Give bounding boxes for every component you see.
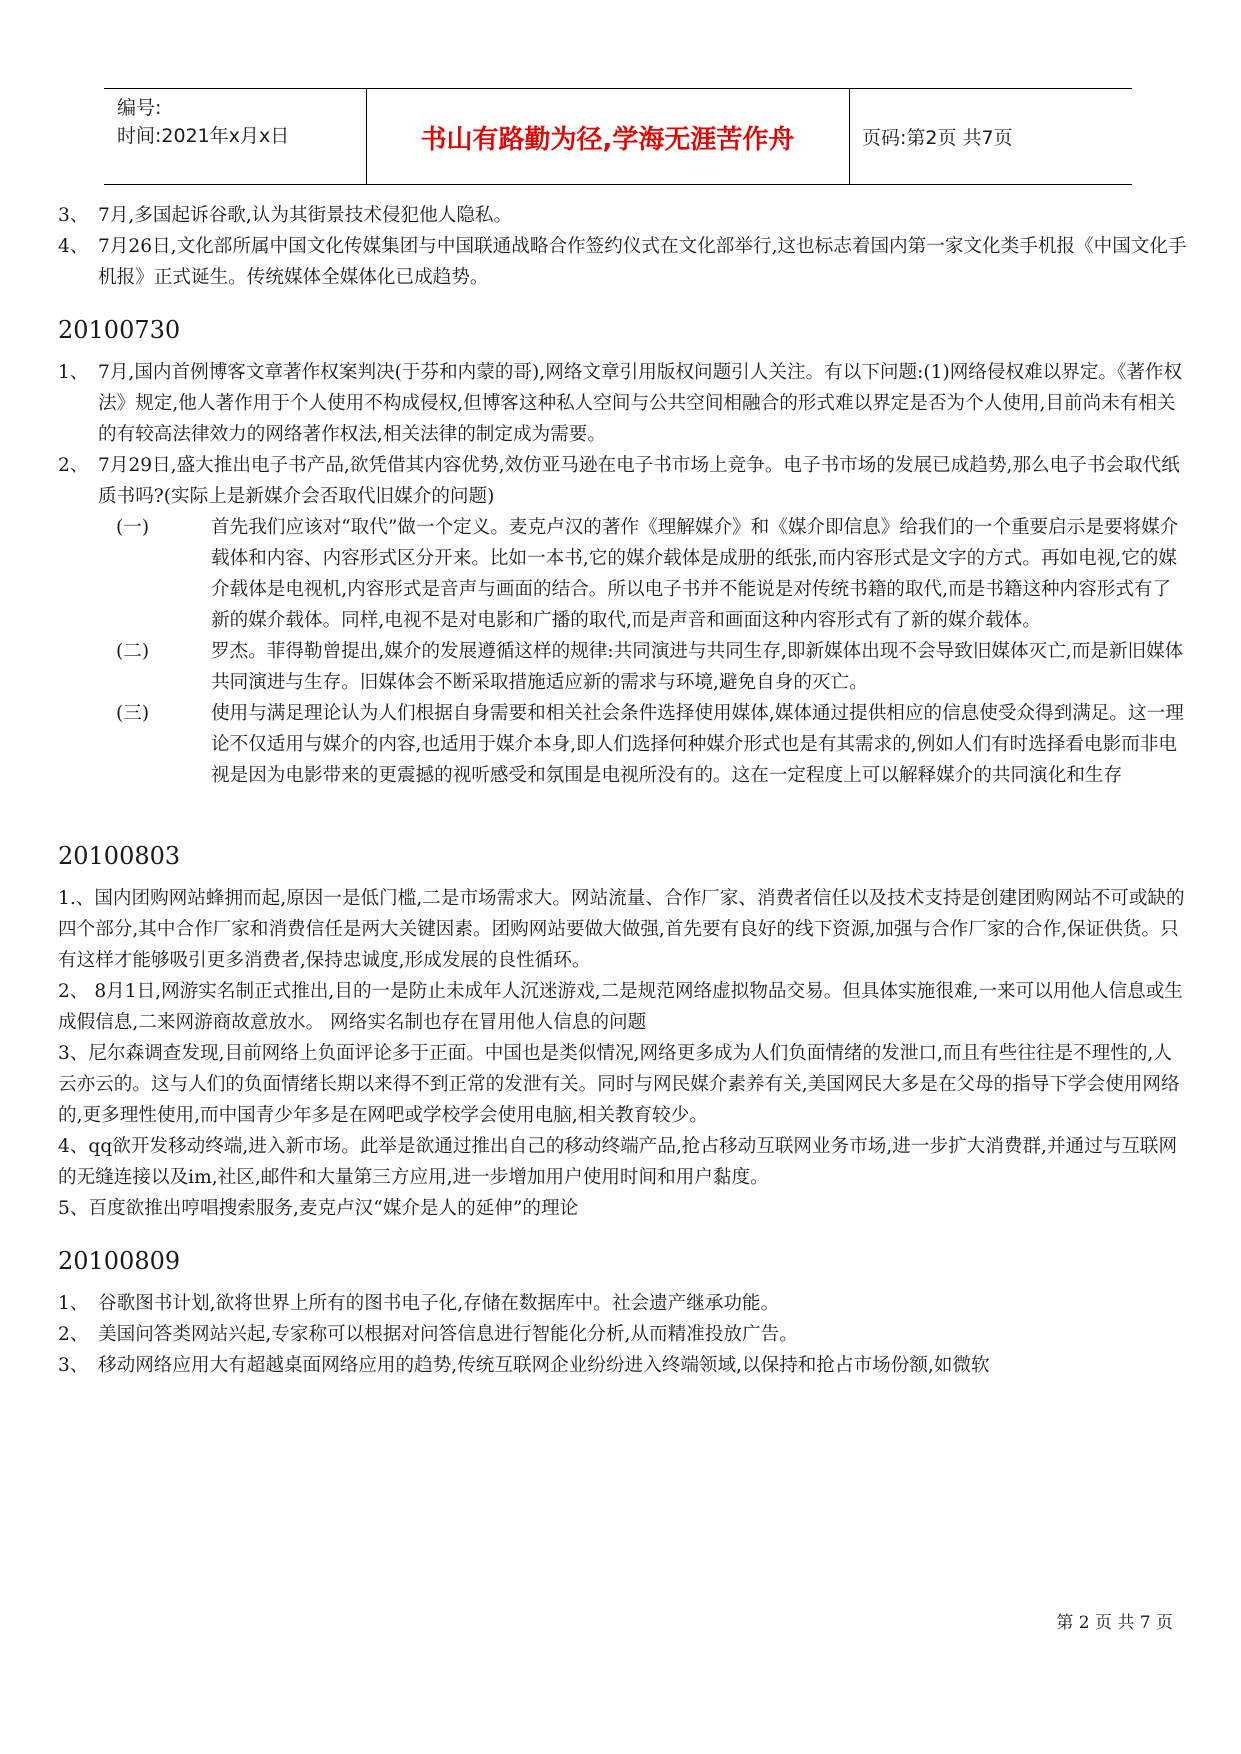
list-item bbox=[58, 1319, 1188, 1350]
item-number: 3、 bbox=[58, 1355, 89, 1376]
sub-item-number: (一) bbox=[116, 517, 150, 538]
sub-list-item bbox=[58, 512, 1188, 636]
list-item bbox=[58, 357, 1188, 450]
item-text: 7月,多国起诉谷歌,认为其街景技术侵犯他人隐私。 bbox=[98, 205, 513, 226]
list-item bbox=[58, 200, 1188, 231]
sub-item-text: 使用与满足理论认为人们根据自身需要和相关社会条件选择使用媒体,媒体通过提供相应的信息使受众得到满足。这一理论不仅适用与媒介的内容,也适用于媒介本身,即人们选择何种媒介形式也是有其需求的,例如人们有时选择看电影而非电视是因为电影带来的更震撼的视听感受和氛围是电视所没有的。这在一定程度上可以解释媒介的共同演化和生存 bbox=[211, 703, 1184, 786]
page-label: 页码:第2页 共7页 bbox=[862, 127, 1013, 149]
page-footer: 第 2 页 共 7 页 bbox=[1056, 1613, 1173, 1633]
item-text: 7月29日,盛大推出电子书产品,欲凭借其内容优势,效仿亚马逊在电子书市场上竞争。电子书市场的发展已成趋势,那么电子书会取代纸质书吗?(实际上是新媒介会否取代旧媒介的问题) bbox=[98, 455, 1180, 507]
motto-text: 书山有路勤为径,学海无涯苦作舟 bbox=[420, 125, 795, 155]
item-text: 7月26日,文化部所属中国文化传媒集团与中国联通战略合作签约仪式在文化部举行,这也标志着国内第一家文化类手机报《中国文化手机报》正式诞生。传统媒体全媒体化已成趋势。 bbox=[98, 236, 1187, 288]
sub-list-item bbox=[58, 698, 1188, 791]
section-date-20100803: 20100803 bbox=[58, 842, 181, 870]
document-body bbox=[58, 200, 1188, 1381]
paragraph: 4、qq欲开发移动终端,进入新市场。此举是欲通过推出自己的移动终端产品,抢占移动互联网业务市场,进一步扩大消费群,并通过与互联网的无缝连接以及im,社区,邮件和大量第三方应用,进一步增加用户使用时间和用户黏度。 bbox=[58, 1136, 1178, 1188]
time-label: 时间:2021年x月x日 bbox=[117, 125, 290, 147]
list-item bbox=[58, 450, 1188, 512]
item-number: 2、 bbox=[58, 455, 89, 476]
item-text: 谷歌图书计划,欲将世界上所有的图书电子化,存储在数据库中。社会遗产继承功能。 bbox=[98, 1293, 780, 1314]
document-header bbox=[104, 88, 1132, 185]
item-text: 移动网络应用大有超越桌面网络应用的趋势,传统互联网企业纷纷进入终端领域,以保持和抢占市场份额,如微软 bbox=[98, 1355, 990, 1376]
section-date-20100809: 20100809 bbox=[58, 1247, 181, 1275]
paragraph: 2、 8月1日,网游实名制正式推出,目的一是防止未成年人沉迷游戏,二是规范网络虚拟物品交易。但具体实施很难,一来可以用他人信息或生成假信息,二来网游商故意放水。 网络实名制也存在冒用他人信息的问题 bbox=[58, 981, 1183, 1033]
list-item bbox=[58, 1350, 1188, 1381]
item-number: 4、 bbox=[58, 236, 89, 257]
item-text: 7月,国内首例博客文章著作权案判决(于芬和内蒙的哥),网络文章引用版权问题引人关注。有以下问题:(1)网络侵权难以界定。《著作权法》规定,他人著作用于个人使用不构成侵权,但博客这种私人空间与公共空间相融合的形式难以界定是否为个人使用,目前尚未有相关的有较高法律效力的网络著作权法,相关法律的制定成为需要。 bbox=[98, 362, 1183, 445]
sub-list-item bbox=[58, 636, 1188, 698]
sub-item-number: (三) bbox=[116, 703, 150, 724]
sub-item-number: (二) bbox=[116, 641, 150, 662]
paragraph: 5、百度欲推出哼唱搜索服务,麦克卢汉“媒介是人的延伸”的理论 bbox=[58, 1198, 579, 1219]
paragraph: 1.、国内团购网站蜂拥而起,原因一是低门槛,二是市场需求大。网站流量、合作厂家、消费者信任以及技术支持是创建团购网站不可或缺的四个部分,其中合作厂家和消费信任是两大关键因素。团购网站要做大做强,首先要有良好的线下资源,加强与合作厂家的合作,保证供货。只有这样才能够吸引更多消费者,保持忠诚度,形成发展的良性循环。 bbox=[58, 888, 1185, 971]
header-page-cell bbox=[849, 89, 1132, 184]
header-motto-cell bbox=[366, 89, 850, 184]
item-number: 1、 bbox=[58, 362, 89, 383]
item-number: 1、 bbox=[58, 1293, 89, 1314]
sub-item-text: 罗杰。菲得勒曾提出,媒介的发展遵循这样的规律:共同演进与共同生存,即新媒体出现不会导致旧媒体灭亡,而是新旧媒体共同演进与生存。旧媒体会不断采取措施适应新的需求与环境,避免自身的灭亡。 bbox=[211, 641, 1184, 693]
sub-item-text: 首先我们应该对“取代”做一个定义。麦克卢汉的著作《理解媒介》和《媒介即信息》给我们的一个重要启示是要将媒介载体和内容、内容形式区分开来。比如一本书,它的媒介载体是成册的纸张,而内容形式是文字的方式。再如电视,它的媒介载体是电视机,内容形式是音声与画面的结合。所以电子书并不能说是对传统书籍的取代,而是书籍这种内容形式有了新的媒介载体。同样,电视不是对电影和广播的取代,而是声音和画面这种内容形式有了新的媒介载体。 bbox=[211, 517, 1179, 631]
list-item bbox=[58, 231, 1188, 293]
header-left-cell bbox=[104, 89, 367, 184]
item-number: 2、 bbox=[58, 1324, 89, 1345]
paragraph: 3、尼尔森调查发现,目前网络上负面评论多于正面。中国也是类似情况,网络更多成为人们负面情绪的发泄口,而且有些往往是不理性的,人云亦云的。这与人们的负面情绪长期以来得不到正常的发泄有关。同时与网民媒介素养有关,美国网民大多是在父母的指导下学会使用网络的,更多理性使用,而中国青少年多是在网吧或学校学会使用电脑,相关教育较少。 bbox=[58, 1043, 1180, 1126]
section-date-20100730: 20100730 bbox=[58, 316, 181, 344]
item-number: 3、 bbox=[58, 205, 89, 226]
list-item bbox=[58, 1288, 1188, 1319]
number-label: 编号: bbox=[117, 97, 162, 119]
item-text: 美国问答类网站兴起,专家称可以根据对问答信息进行智能化分析,从而精准投放广告。 bbox=[98, 1324, 798, 1345]
